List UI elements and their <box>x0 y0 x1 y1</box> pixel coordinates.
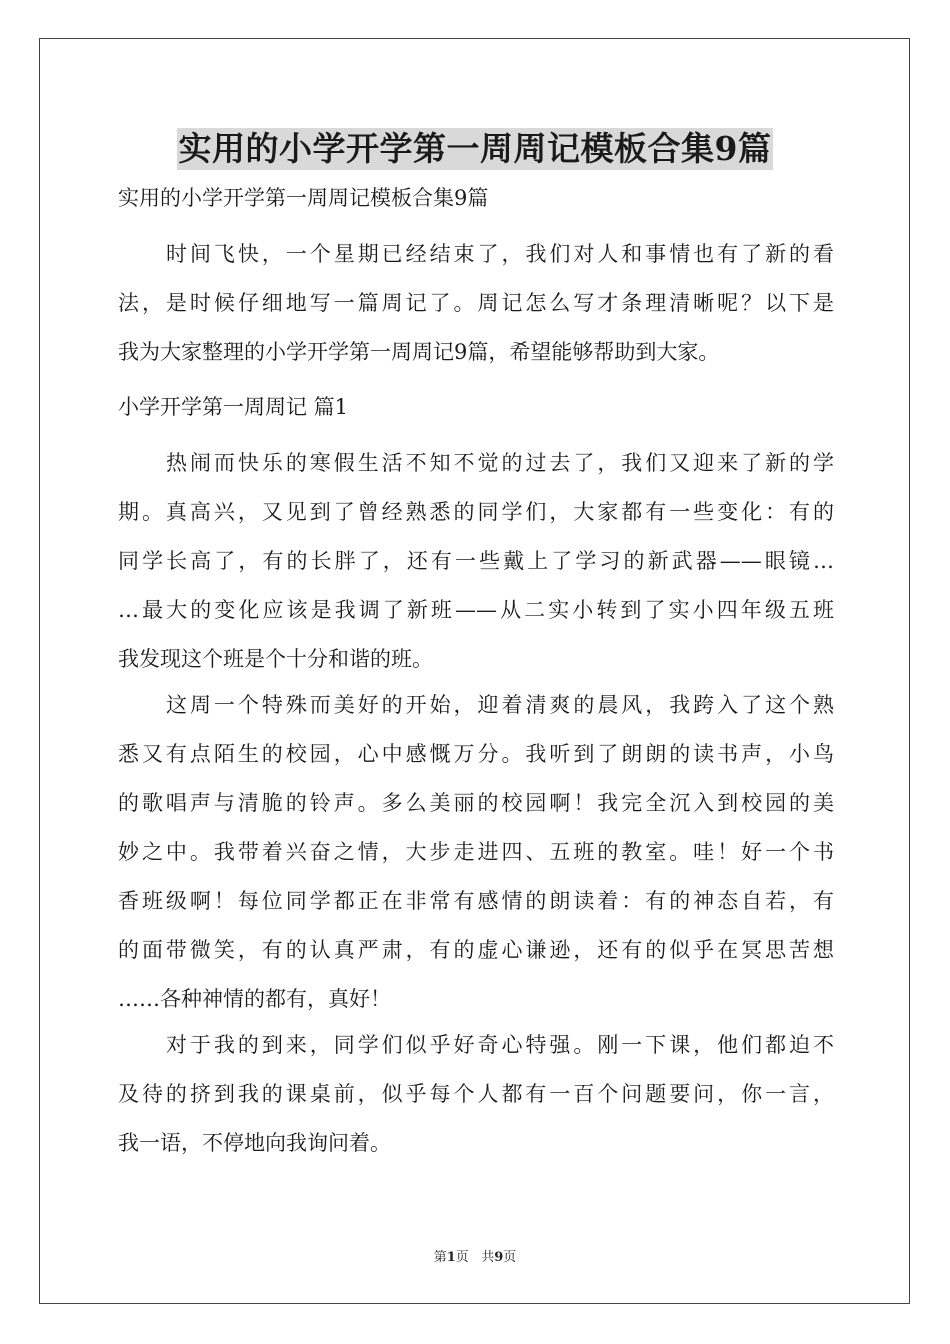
paragraph-line: ……各种神情的都有，真好！ <box>118 987 391 1011</box>
title-container <box>0 128 950 170</box>
paragraph-line: 法，是时候仔细地写一篇周记了。周记怎么写才条理清晰呢？以下是 <box>118 291 834 315</box>
paragraph-1 <box>118 439 834 684</box>
document-body <box>118 180 834 1168</box>
paragraph-line: 时间飞快，一个星期已经结束了，我们对人和事情也有了新的看 <box>166 242 834 266</box>
paragraph-line: 热闹而快乐的寒假生活不知不觉的过去了，我们又迎来了新的学 <box>166 451 834 475</box>
document-title: 实用的小学开学第一周周记模板合集9篇 <box>178 129 772 168</box>
total-pages-number: 9 <box>494 1250 504 1265</box>
paragraph-line: 悉又有点陌生的校园，心中感慨万分。我听到了朗朗的读书声，小鸟 <box>118 742 834 766</box>
paragraph-2 <box>118 681 834 1024</box>
page-suffix: 页 <box>455 1250 469 1265</box>
page-footer <box>0 1246 950 1265</box>
paragraph-line: 同学长高了，有的长胖了，还有一些戴上了学习的新武器——眼镜… <box>118 549 834 573</box>
paragraph-line: 这周一个特殊而美好的开始，迎着清爽的晨风，我跨入了这个熟 <box>166 693 834 717</box>
paragraph-line: …最大的变化应该是我调了新班——从二实小转到了实小四年级五班 <box>118 598 834 622</box>
paragraph-line: 我一语，不停地向我询问着。 <box>118 1131 391 1155</box>
intro-paragraph <box>118 230 834 377</box>
page-prefix: 第 <box>433 1250 447 1265</box>
paragraph-line: 的歌唱声与清脆的铃声。多么美丽的校园啊！我完全沉入到校园的美 <box>118 791 834 815</box>
paragraph-line: 对于我的到来，同学们似乎好奇心特强。刚一下课，他们都迫不 <box>166 1033 834 1057</box>
paragraph-line: 妙之中。我带着兴奋之情，大步走进四、五班的教室。哇！好一个书 <box>118 840 834 864</box>
paragraph-line: 我为大家整理的小学开学第一周周记9篇，希望能够帮助到大家。 <box>118 340 720 364</box>
paragraph-line: 期。真高兴，又见到了曾经熟悉的同学们，大家都有一些变化：有的 <box>118 500 834 524</box>
paragraph-line: 香班级啊！每位同学都正在非常有感情的朗读着：有的神态自若，有 <box>118 889 834 913</box>
paragraph-line: 及待的挤到我的课桌前，似乎每个人都有一百个问题要问，你一言， <box>118 1082 834 1106</box>
document-subtitle: 实用的小学开学第一周周记模板合集9篇 <box>118 186 489 210</box>
paragraph-line: 的面带微笑，有的认真严肃，有的虚心谦逊，还有的似乎在冥思苦想 <box>118 938 834 962</box>
total-prefix: 共 <box>481 1250 495 1265</box>
paragraph-3 <box>118 1021 834 1168</box>
section-heading: 小学开学第一周周记 篇1 <box>118 395 349 419</box>
total-suffix: 页 <box>503 1250 517 1265</box>
paragraph-line: 我发现这个班是个十分和谐的班。 <box>118 647 433 671</box>
current-page-number: 1 <box>446 1250 456 1265</box>
